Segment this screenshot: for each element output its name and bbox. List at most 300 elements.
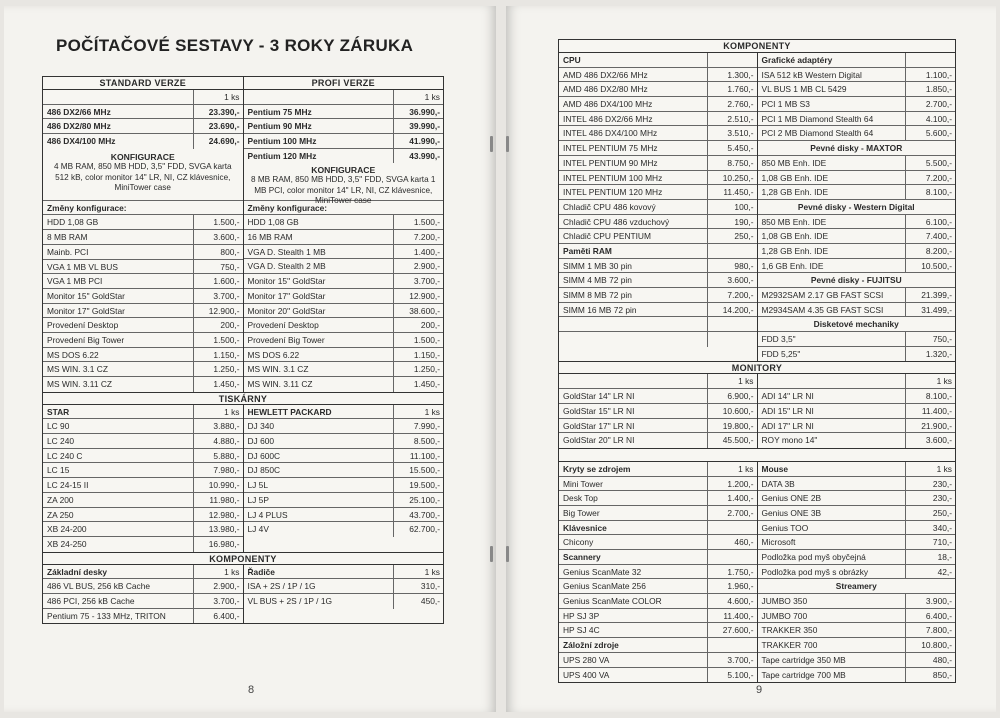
component-row: [758, 317, 956, 332]
item-price: 39.990,-: [393, 119, 443, 133]
components-title: KOMPONENTY: [43, 552, 443, 565]
misc-row: [758, 506, 956, 521]
item-price: 12.980,-: [193, 508, 243, 522]
item-price: 62.700,-: [393, 522, 443, 537]
item-name: FDD 5,25": [761, 348, 801, 359]
misc-row: [758, 521, 956, 536]
item-price: 19.500,-: [393, 478, 443, 492]
item-name: VGA D. Stealth 1 MB: [247, 246, 326, 257]
item-price: 10.800,-: [905, 638, 955, 652]
change-row: [244, 348, 444, 363]
item-name: Desk Top: [563, 493, 598, 504]
change-row: [244, 362, 444, 377]
misc-row: [758, 535, 956, 550]
misc-row: [559, 579, 757, 594]
component-row: [559, 332, 757, 347]
item-name: Provedení Big Tower: [47, 334, 125, 345]
item-price: 1.250,-: [193, 362, 243, 376]
item-name: GoldStar 14" LR NI: [563, 391, 635, 402]
item-price: 190,-: [707, 215, 757, 229]
profi-column: [243, 77, 444, 392]
item-price: 3.600,-: [905, 433, 955, 448]
item-name: Genius ScanMate COLOR: [563, 596, 662, 607]
item-price: 1.400,-: [393, 245, 443, 259]
item-price: 800,-: [193, 245, 243, 259]
item-price: [707, 244, 757, 258]
item-name: Genius ONE 2B: [761, 493, 822, 504]
component-row: [559, 141, 757, 156]
item-price: 8.500,-: [393, 434, 443, 448]
item-price: 3.700,-: [193, 289, 243, 303]
item-name: XB 24-200: [47, 524, 87, 535]
item-name: Provedení Desktop: [247, 320, 319, 331]
item-price: 10.250,-: [707, 171, 757, 185]
item-name: VGA 1 MB PCI: [47, 276, 103, 287]
item-price: 4.880,-: [193, 434, 243, 448]
misc-row: [559, 462, 757, 477]
item-price: 3.700,-: [393, 274, 443, 288]
item-price: 10.500,-: [905, 259, 955, 273]
item-price: 2.700,-: [905, 97, 955, 111]
model-row: [244, 119, 444, 134]
monitor-row: [758, 404, 956, 419]
item-name: [559, 332, 707, 347]
component-row: [559, 215, 757, 230]
misc-row: [559, 521, 757, 536]
change-row: [43, 230, 243, 245]
change-row: [43, 362, 243, 377]
item-name: Genius ScanMate 32: [563, 566, 642, 577]
item-name: VGA 1 MB VL BUS: [47, 261, 118, 272]
unit-label: 1 ks: [393, 90, 443, 104]
item-price: 230,-: [905, 477, 955, 491]
component-row: [758, 97, 956, 112]
item-price: 36.990,-: [393, 105, 443, 119]
item-price: 8.100,-: [905, 185, 955, 199]
item-price: 2.760,-: [707, 97, 757, 111]
model-row: [43, 119, 243, 134]
item-name: LC 15: [47, 465, 70, 476]
item-name: DJ 340: [247, 421, 275, 432]
change-row: [43, 348, 243, 363]
item-price: 45.500,-: [707, 433, 757, 448]
profi-changes: [244, 215, 444, 391]
item-price: 18,-: [905, 550, 955, 564]
item-price: [905, 53, 955, 67]
component-row: [559, 68, 757, 83]
monitors-left-column: 1 ks GoldStar 14" LR NI 6.900,- GoldStar 15" LR NI 10.600,- GoldStar 17" LR NI 19.800,- GoldStar 20" LR NI 45.500,-: [559, 374, 757, 447]
item-price: 7.400,-: [905, 229, 955, 243]
item-price: 980,-: [707, 259, 757, 273]
change-row: [244, 318, 444, 333]
hp-title: HEWLETT PACKARD: [247, 406, 332, 417]
change-row: [244, 333, 444, 348]
item-price: 23.690,-: [193, 119, 243, 133]
component-row: [758, 171, 956, 186]
item-price: 6.900,-: [707, 389, 757, 403]
item-name: SIMM 16 MB 72 pin: [563, 304, 637, 315]
page-number-left: 8: [248, 684, 255, 696]
item-name: AMD 486 DX2/66 MHz: [563, 69, 648, 80]
item-price: 250,-: [707, 229, 757, 243]
config-text: 8 MB RAM, 850 MB HDD, 3,5" FDD, SVGA karta 1 MB PCI, color monitor 14" LR, NI, CZ klávesnice, MiniTower case: [251, 175, 436, 205]
change-row: [244, 304, 444, 319]
item-name: ZA 250: [47, 509, 74, 520]
item-price: 3.700,-: [193, 594, 243, 608]
misc-row: [758, 579, 956, 594]
misc-row: [559, 477, 757, 492]
controller-row: [244, 579, 444, 594]
item-name: SIMM 1 MB 30 pin: [563, 260, 632, 271]
misc-row: [559, 594, 757, 609]
component-row: [758, 347, 956, 362]
item-price: 6.400,-: [905, 609, 955, 623]
printer-row: [43, 537, 243, 552]
item-price: 2.900,-: [193, 579, 243, 593]
item-price: 1.450,-: [193, 377, 243, 392]
misc-row: [758, 609, 956, 624]
item-price: 4.100,-: [905, 112, 955, 126]
item-name: LJ 4 PLUS: [247, 509, 288, 520]
item-name: HP SJ 4C: [563, 625, 600, 636]
item-name: Genius TOO: [761, 522, 809, 533]
item-price: 750,-: [193, 260, 243, 274]
item-price: 13.980,-: [193, 522, 243, 536]
item-name: 486 DX2/66 MHz: [47, 106, 111, 117]
item-name: INTEL PENTIUM 120 MHz: [563, 187, 663, 198]
item-name: 850 MB Enh. IDE: [761, 157, 827, 168]
item-name: Big Tower: [563, 507, 600, 518]
item-name: AMD 486 DX4/100 MHz: [563, 99, 653, 110]
item-name: INTEL PENTIUM 100 MHz: [563, 172, 663, 183]
model-row: [43, 134, 243, 149]
item-name: ROY mono 14": [761, 435, 818, 446]
item-name: HP SJ 3P: [563, 610, 600, 621]
item-name: DATA 3B: [761, 478, 795, 489]
item-name: DJ 850C: [247, 465, 281, 476]
printer-row: [43, 493, 243, 508]
item-name: MS DOS 6.22: [247, 349, 300, 360]
component-row: [758, 259, 956, 274]
misc-left-column: [559, 462, 757, 682]
printer-row: [244, 449, 444, 464]
component-row: [559, 171, 757, 186]
boards-column: Základní desky 1 ks 486 VL BUS, 256 kB Cache 2.900,- 486 PCI, 256 kB Cache 3.700,- Pentium 75 - 133 MHz, TRITON 6.400,-: [43, 565, 243, 624]
component-row: [758, 229, 956, 244]
item-name: Streamery: [835, 581, 877, 592]
item-name: CPU: [563, 55, 581, 65]
item-name: 1,08 GB Enh. IDE: [761, 231, 829, 242]
item-name: ADI 15" LR NI: [761, 405, 814, 416]
item-price: 1.500,-: [193, 215, 243, 229]
item-name: PCI 2 MB Diamond Stealth 64: [761, 128, 874, 139]
item-name: TRAKKER 350: [761, 625, 818, 636]
left-page: [4, 6, 496, 712]
item-name: INTEL PENTIUM 75 MHz: [563, 143, 658, 154]
item-name: Pevné disky - MAXTOR: [810, 143, 903, 154]
model-row: [244, 134, 444, 149]
item-price: 1 ks: [707, 462, 757, 476]
board-row: [43, 579, 243, 594]
monitors-title: MONITORY: [559, 361, 955, 374]
item-price: 2.700,-: [707, 506, 757, 520]
item-price: 1.750,-: [707, 565, 757, 579]
item-price: 3.900,-: [905, 594, 955, 608]
change-row: [43, 289, 243, 304]
item-price: 3.700,-: [707, 653, 757, 667]
printer-row: [43, 508, 243, 523]
item-name: 1,28 GB Enh. IDE: [761, 245, 829, 256]
staple: [490, 546, 493, 562]
item-name: Podložka pod myš s obrázky: [761, 566, 869, 577]
staple: [490, 136, 493, 152]
item-name: ZA 200: [47, 494, 74, 505]
item-price: 5.600,-: [905, 126, 955, 140]
profi-models: [244, 105, 444, 164]
component-row: [758, 126, 956, 141]
component-row: [559, 112, 757, 127]
item-name: Genius ScanMate 256: [563, 581, 646, 592]
config-text: 4 MB RAM, 850 MB HDD, 3,5" FDD, SVGA karta 512 kB, color monitor 14" LR, NI, CZ klávesnice, MiniTower case: [53, 162, 232, 192]
standard-config: [43, 149, 243, 201]
component-row: [559, 317, 757, 332]
item-name: XB 24-250: [47, 538, 87, 549]
monitor-row: [758, 419, 956, 434]
item-price: 750,-: [905, 332, 955, 346]
item-price: 1.300,-: [707, 68, 757, 82]
component-row: [559, 288, 757, 303]
item-price: 5.500,-: [905, 156, 955, 170]
item-price: 310,-: [393, 579, 443, 593]
misc-row: [559, 565, 757, 580]
component-row: [559, 200, 757, 215]
item-name: Pentium 75 - 133 MHz, TRITON: [47, 610, 166, 621]
item-name: 1,08 GB Enh. IDE: [761, 172, 829, 183]
staple: [506, 546, 509, 562]
item-price: 200,-: [393, 318, 443, 332]
item-name: VL BUS 1 MB CL 5429: [761, 84, 847, 95]
configurations-table: [42, 76, 444, 624]
item-name: Pentium 90 MHz: [247, 121, 312, 132]
item-name: Microsoft: [761, 537, 796, 548]
item-name: HDD 1,08 GB: [47, 217, 99, 228]
item-price: 8.100,-: [905, 389, 955, 403]
monitor-row: [559, 419, 757, 434]
misc-row: [758, 638, 956, 653]
misc-row: [758, 565, 956, 580]
item-name: LJ 5L: [247, 480, 268, 491]
hp-column: HEWLETT PACKARD 1 ks DJ 340 7.990,- DJ 600 8.500,- DJ 600C 11.100,- DJ 850C 15.500,- LJ 5L 19.500,- LJ 5P 25.100,- LJ 4 PLUS 43.700,- LJ 4V 62.700,-: [243, 405, 444, 552]
printer-row: [244, 419, 444, 434]
item-name: M2934SAM 4.35 GB FAST SCSI: [761, 304, 884, 315]
component-row: [758, 303, 956, 318]
item-name: Scannery: [563, 552, 601, 562]
change-row: [244, 377, 444, 392]
item-price: 3.600,-: [193, 230, 243, 244]
component-row: [758, 141, 956, 156]
components-right-column: [757, 53, 956, 361]
item-price: 6.100,-: [905, 215, 955, 229]
right-components-table: [558, 39, 956, 683]
item-name: LC 240 C: [47, 450, 83, 461]
item-price: [707, 53, 757, 67]
item-name: MS WIN. 3.1 CZ: [247, 364, 309, 375]
item-name: ISA + 2S / 1P / 1G: [247, 581, 316, 592]
misc-row: [559, 653, 757, 668]
change-row: [244, 230, 444, 245]
item-price: 31.499,-: [905, 303, 955, 317]
item-price: 2.510,-: [707, 112, 757, 126]
item-name: Monitor 15" GoldStar: [247, 276, 326, 287]
item-price: 710,-: [905, 535, 955, 549]
component-row: [758, 156, 956, 171]
item-price: [707, 550, 757, 564]
item-price: 1.500,-: [393, 215, 443, 229]
item-price: 21.399,-: [905, 288, 955, 302]
item-name: LC 24-15 II: [47, 480, 89, 491]
component-row: [559, 53, 757, 68]
item-name: GoldStar 20" LR NI: [563, 435, 635, 446]
change-row: [43, 333, 243, 348]
item-price: 12.900,-: [393, 289, 443, 303]
item-name: TRAKKER 700: [761, 640, 818, 651]
item-name: Mouse: [761, 463, 789, 474]
item-price: 5.100,-: [707, 668, 757, 683]
item-price: 11.400,-: [905, 404, 955, 418]
item-price: 1.320,-: [905, 347, 955, 362]
item-name: MS DOS 6.22: [47, 349, 99, 360]
component-row: [758, 288, 956, 303]
item-price: [707, 638, 757, 652]
item-name: Tape cartridge 700 MB: [761, 669, 846, 680]
component-row: [758, 273, 956, 288]
config-title: KONFIGURACE: [110, 151, 175, 162]
item-name: AMD 486 DX2/80 MHz: [563, 84, 648, 95]
item-price: 7.800,-: [905, 623, 955, 637]
model-row: [244, 149, 444, 164]
monitor-row: [559, 433, 757, 448]
component-row: [758, 200, 956, 215]
item-price: 7.990,-: [393, 419, 443, 433]
component-row: [758, 185, 956, 200]
item-name: 486 DX4/100 MHz: [47, 136, 116, 147]
misc-row: [559, 535, 757, 550]
item-name: MS WIN. 3.1 CZ: [47, 364, 108, 375]
item-name: ADI 14" LR NI: [761, 391, 814, 402]
item-price: 27.600,-: [707, 623, 757, 637]
printer-row: [43, 419, 243, 434]
item-name: Monitor 17" GoldStar: [247, 290, 326, 301]
item-price: 480,-: [905, 653, 955, 667]
star-column: STAR 1 ks LC 90 3.880,- LC 240 4.880,- LC 240 C 5.880,- LC 15 7.980,- LC 24-15 II 10.990,- ZA 200 11.980,- ZA 250 12.980,- XB 24-200 13.980,- XB 24-250 16.980,-: [43, 405, 243, 552]
item-name: Záložní zdroje: [563, 640, 619, 651]
misc-row: [559, 491, 757, 506]
printer-row: [244, 463, 444, 478]
item-name: Genius ONE 3B: [761, 507, 822, 518]
item-price: 1.200,-: [707, 477, 757, 491]
item-name: Tape cartridge 350 MB: [761, 654, 846, 665]
profi-title: PROFI VERZE: [244, 77, 444, 90]
item-price: 25.100,-: [393, 493, 443, 507]
misc-row: [758, 477, 956, 492]
item-name: PCI 1 MB S3: [761, 99, 810, 110]
item-name: Provedení Desktop: [47, 320, 119, 331]
item-price: 1.850,-: [905, 82, 955, 96]
item-price: 460,-: [707, 535, 757, 549]
item-name: ISA 512 kB Western Digital: [761, 69, 862, 80]
page-number-right: 9: [756, 684, 763, 696]
item-name: ADI 17" LR NI: [761, 420, 814, 431]
change-row: [43, 377, 243, 392]
item-price: 19.800,-: [707, 419, 757, 433]
item-name: Klávesnice: [563, 522, 607, 533]
item-name: Pevné disky - FUJITSU: [810, 275, 902, 286]
item-name: VL BUS + 2S / 1P / 1G: [247, 595, 332, 606]
item-name: Monitor 20" GoldStar: [247, 305, 326, 316]
item-price: 7.980,-: [193, 463, 243, 477]
item-price: 12.900,-: [193, 304, 243, 318]
item-price: 3.510,-: [707, 126, 757, 140]
component-row: [758, 82, 956, 97]
item-name: FDD 3,5": [761, 334, 796, 345]
item-price: 5.450,-: [707, 141, 757, 155]
item-price: [707, 317, 757, 331]
item-name: 1,6 GB Enh. IDE: [761, 260, 824, 271]
component-row: [559, 156, 757, 171]
misc-row: [559, 668, 757, 683]
printer-row: [43, 463, 243, 478]
change-row: [244, 289, 444, 304]
item-price: 230,-: [905, 491, 955, 505]
change-row: [244, 274, 444, 289]
item-name: Paměti RAM: [563, 245, 612, 256]
change-row: [244, 259, 444, 274]
board-row: [43, 594, 243, 609]
star-title: STAR: [47, 406, 70, 417]
item-name: MS WIN. 3.11 CZ: [47, 379, 112, 389]
item-price: 1.500,-: [193, 333, 243, 347]
printer-row: [244, 478, 444, 493]
misc-row: [559, 506, 757, 521]
item-name: SIMM 4 MB 72 pin: [563, 275, 632, 286]
component-row: [758, 244, 956, 259]
item-price: 3.600,-: [707, 273, 757, 287]
profi-config: [244, 164, 444, 205]
item-price: 1.760,-: [707, 82, 757, 96]
printer-row: [43, 449, 243, 464]
item-name: INTEL PENTIUM 90 MHz: [563, 157, 658, 168]
item-name: Monitor 17" GoldStar: [47, 305, 125, 316]
item-price: 7.200,-: [707, 288, 757, 302]
standard-title: STANDARD VERZE: [43, 77, 243, 90]
item-name: Pevné disky - Western Digital: [797, 201, 915, 212]
item-name: LC 240: [47, 436, 75, 447]
item-price: 11.450,-: [707, 185, 757, 199]
change-row: [43, 304, 243, 319]
item-name: JUMBO 700: [761, 610, 808, 621]
model-row: [244, 105, 444, 120]
printer-row: [43, 434, 243, 449]
item-price: 21.900,-: [905, 419, 955, 433]
item-price: 11.400,-: [707, 609, 757, 623]
item-name: Provedení Big Tower: [247, 334, 325, 345]
printer-row: [244, 522, 444, 537]
item-price: 11.100,-: [393, 449, 443, 463]
changes-title: Změny konfigurace:: [47, 202, 127, 213]
item-price: 1.960,-: [707, 579, 757, 593]
misc-row: [559, 609, 757, 624]
item-name: Pentium 75 MHz: [247, 106, 312, 117]
